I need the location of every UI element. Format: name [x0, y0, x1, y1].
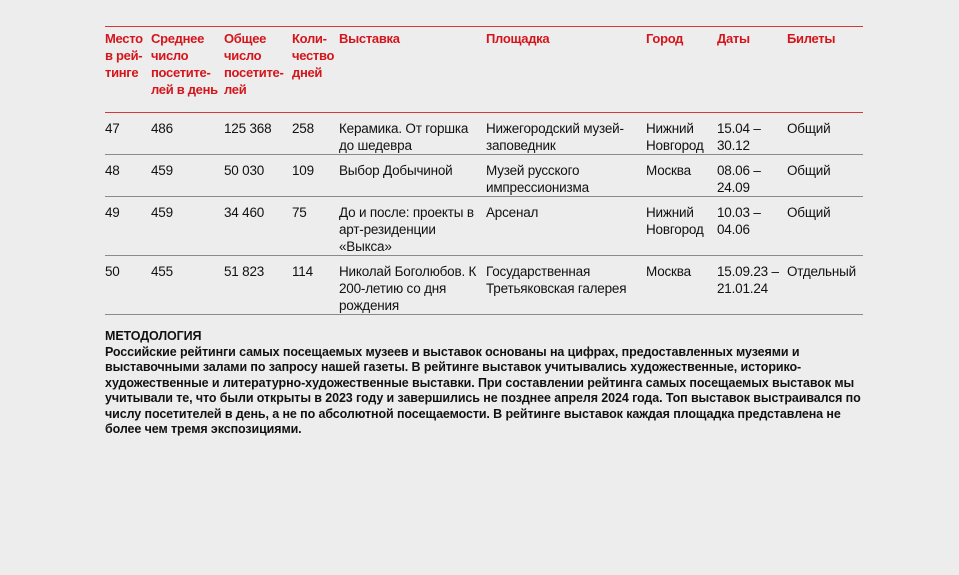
cell-days: 258	[292, 121, 314, 136]
table-row	[105, 256, 863, 315]
col-avg-visitors: Среднее число посетите-лей в день	[151, 31, 218, 97]
exhibitions-table	[105, 27, 863, 315]
cell-place: 47	[105, 121, 120, 136]
cell-dates: 08.06 – 24.09	[717, 163, 761, 195]
table-row	[105, 155, 863, 197]
cell-city: Нижний Новгород	[646, 121, 704, 153]
col-dates: Даты	[717, 31, 750, 46]
cell-tickets: Общий	[787, 205, 831, 220]
cell-dates: 10.03 – 04.06	[717, 205, 761, 237]
cell-venue: Нижегородский музей-заповедник	[486, 121, 624, 153]
cell-days: 109	[292, 163, 314, 178]
cell-place: 48	[105, 163, 120, 178]
col-days: Коли-чество дней	[292, 31, 335, 80]
cell-tickets: Общий	[787, 121, 831, 136]
cell-total: 51 823	[224, 264, 265, 279]
methodology-title: МЕТОДОЛОГИЯ	[105, 329, 202, 343]
cell-tickets: Общий	[787, 163, 831, 178]
cell-days: 75	[292, 205, 307, 220]
cell-place: 49	[105, 205, 120, 220]
col-venue: Площадка	[486, 31, 550, 46]
col-place: Место в рей-тинге	[105, 31, 143, 80]
methodology-block	[105, 329, 863, 438]
cell-avg: 459	[151, 163, 173, 178]
cell-avg: 486	[151, 121, 173, 136]
cell-venue: Государственная Третьяковская галерея	[486, 264, 627, 296]
cell-dates: 15.04 – 30.12	[717, 121, 761, 153]
cell-exhibition: Николай Боголюбов. К 200-летию со дня рождения	[339, 264, 477, 313]
col-total-visitors: Общее число посетите-лей	[224, 31, 284, 97]
methodology-text: Российские рейтинги самых посещаемых музеев и выставок основаны на цифрах, предоставленных музеями и выставочными залами по запросу нашей газеты. В рейтинге выставок учитывались художественные, историко-художественные и литературно-художественные выставки. При составлении рейтинга самых посещаемых выставок мы учитывали те, что были открыты в 2023 году и завершились не позднее апреля 2024 года. Топ выставок выстраивался по числу посетителей в день, а не по абсолютной посещаемости. В рейтинге выставок каждая площадка представлена не более чем тремя экспозициями.	[105, 344, 861, 436]
cell-total: 34 460	[224, 205, 265, 220]
cell-exhibition: Керамика. От горшка до шедевра	[339, 121, 469, 153]
cell-venue: Музей русского импрессионизма	[486, 163, 589, 195]
cell-exhibition: До и после: проекты в арт-резиденции «Выкса»	[339, 205, 474, 254]
cell-tickets: Отдельный	[787, 264, 856, 279]
col-city: Город	[646, 31, 684, 46]
cell-dates: 15.09.23 – 21.01.24	[717, 264, 779, 296]
cell-venue: Арсенал	[486, 205, 539, 220]
cell-avg: 455	[151, 264, 173, 279]
cell-city: Москва	[646, 264, 691, 279]
cell-total: 50 030	[224, 163, 265, 178]
table-row	[105, 113, 863, 155]
cell-exhibition: Выбор Добычиной	[339, 163, 453, 178]
col-tickets: Билеты	[787, 31, 836, 46]
table-row	[105, 197, 863, 256]
cell-avg: 459	[151, 205, 173, 220]
col-exhibition: Выставка	[339, 31, 400, 46]
cell-place: 50	[105, 264, 120, 279]
cell-days: 114	[292, 264, 313, 279]
cell-total: 125 368	[224, 121, 272, 136]
rating-section	[105, 26, 863, 438]
cell-city: Москва	[646, 163, 691, 178]
cell-city: Нижний Новгород	[646, 205, 704, 237]
table-header-row	[105, 27, 863, 113]
